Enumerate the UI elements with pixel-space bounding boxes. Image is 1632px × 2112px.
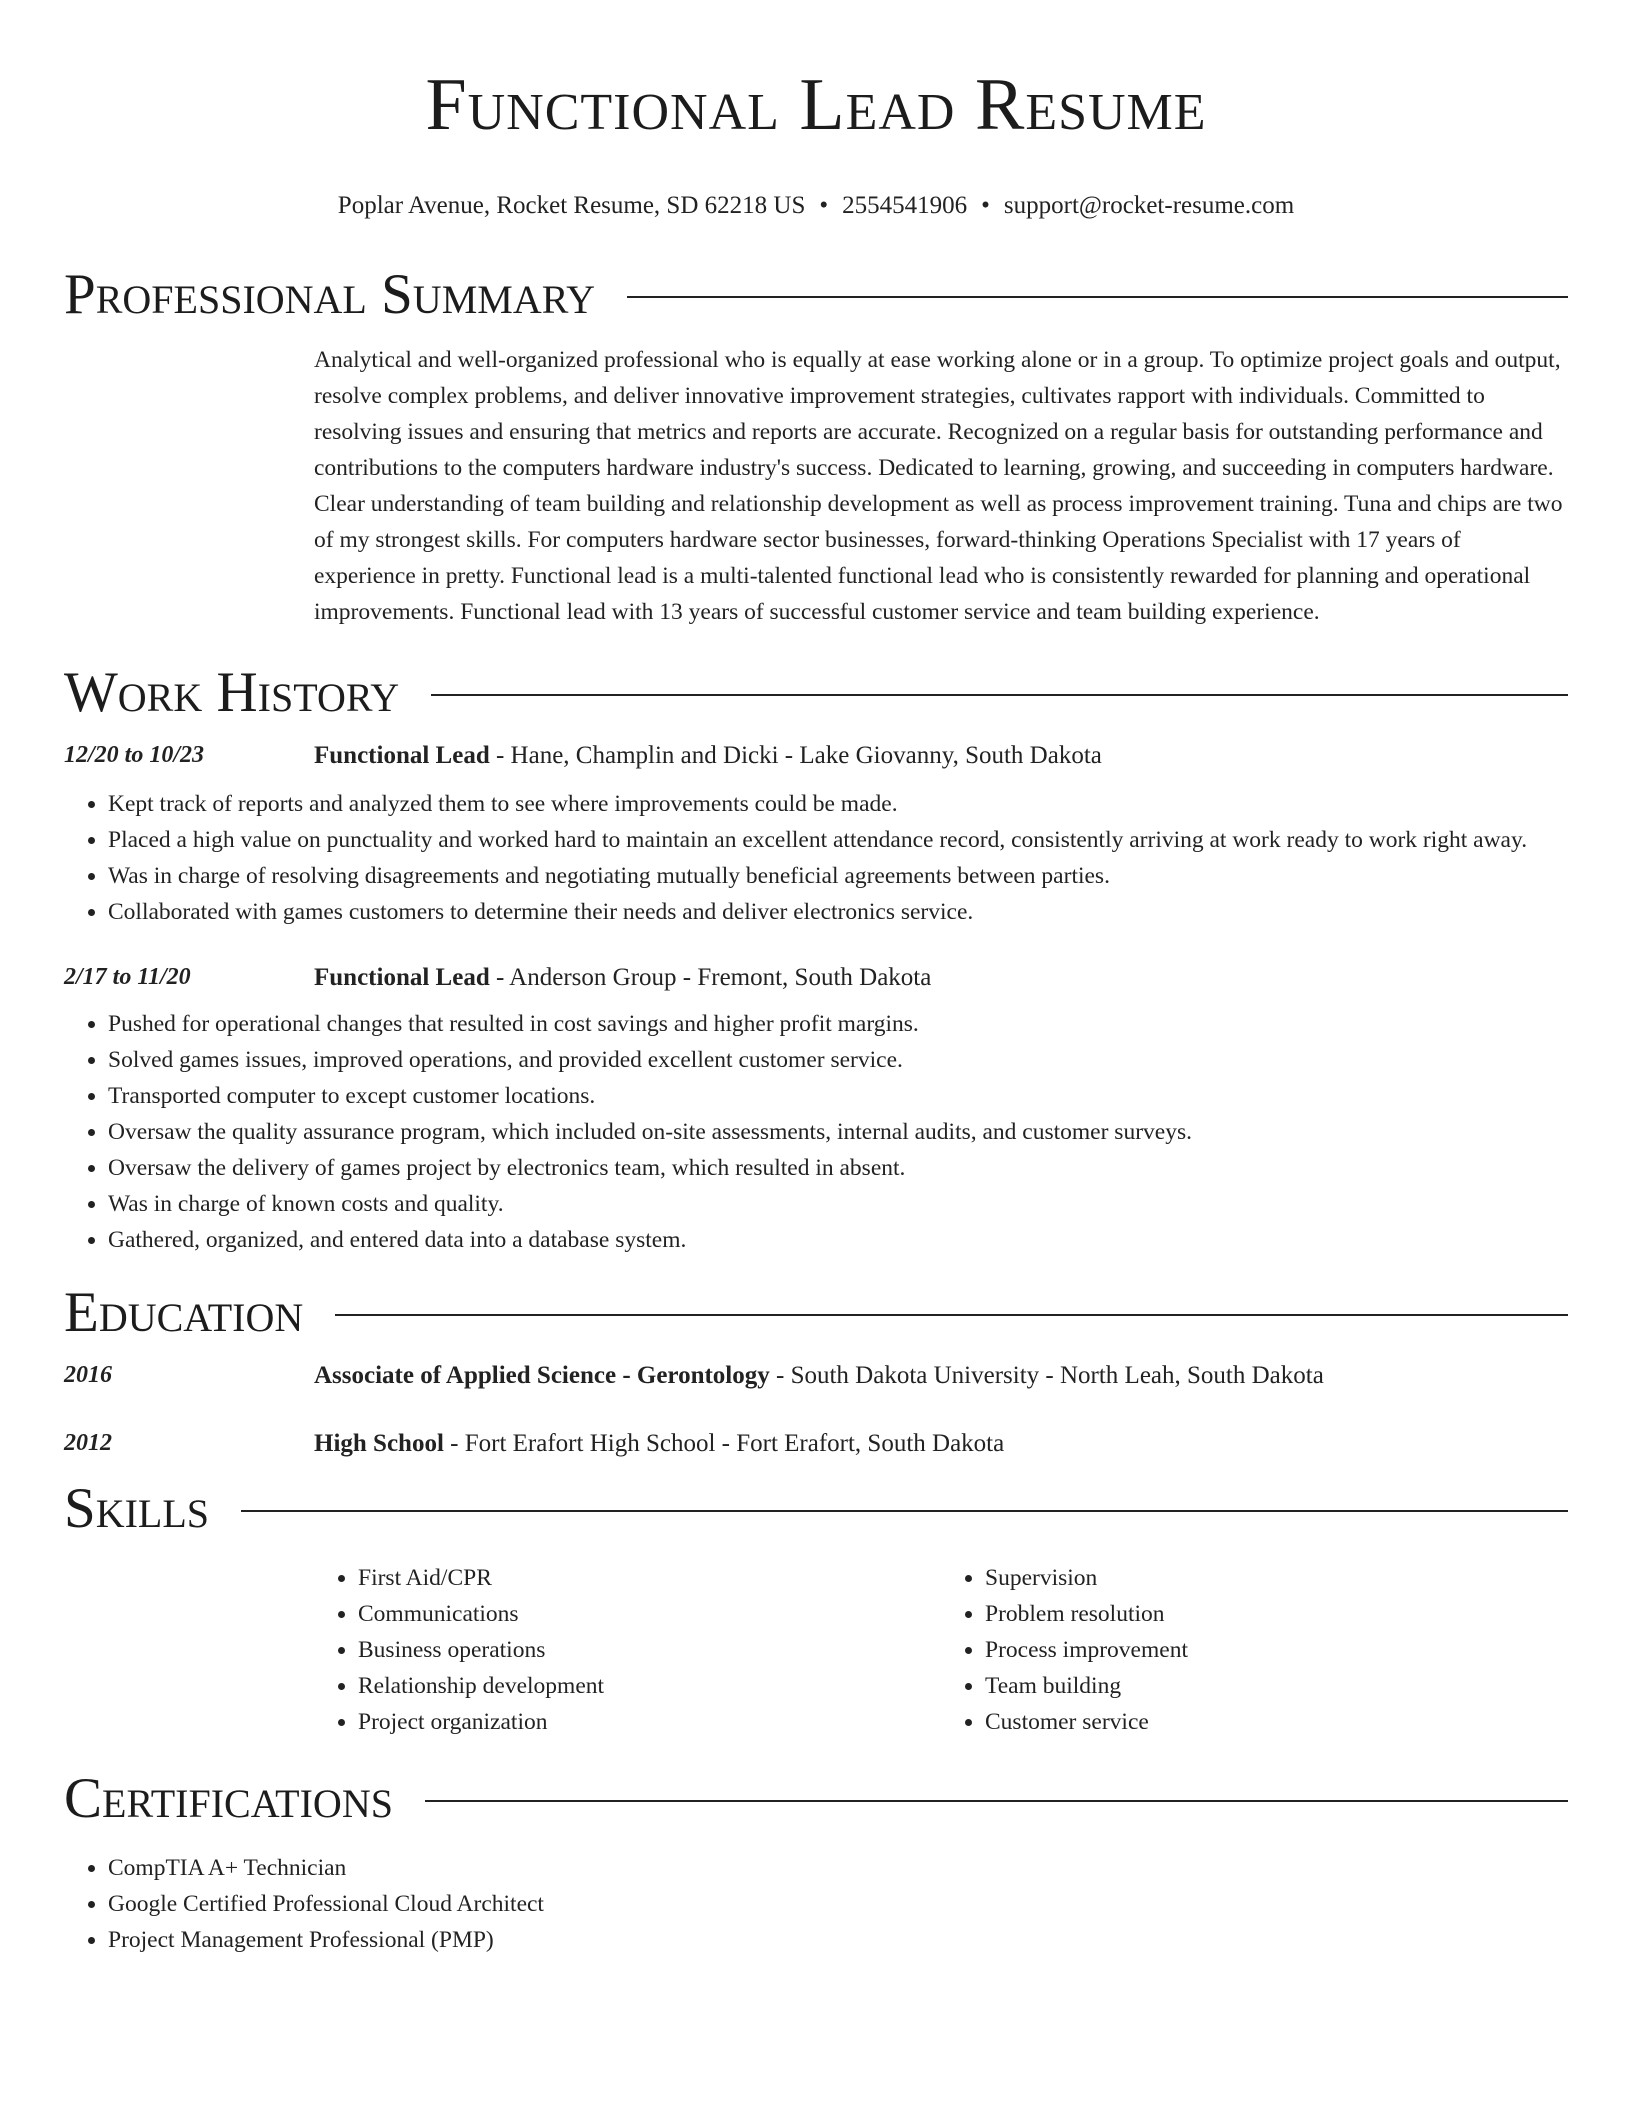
section-divider: [431, 694, 1568, 696]
job-title-line: [314, 742, 1568, 770]
work-history-heading-text: Work History: [64, 661, 400, 724]
skill-item: • Business operations: [358, 1632, 941, 1668]
skill-item: • First Aid/CPR: [358, 1560, 941, 1596]
list-item: • Solved games issues, improved operations, and provided excellent customer service.: [108, 1042, 1568, 1078]
certification-item: • Project Management Professional (PMP): [108, 1922, 1568, 1958]
education-year: 2012: [64, 1430, 112, 1456]
job-details: - Hane, Champlin and Dicki - Lake Giovanny, South Dakota: [489, 742, 1102, 769]
education-details: - Fort Erafort High School - Fort Erafort, South Dakota: [443, 1430, 1005, 1457]
contact-address: Poplar Avenue, Rocket Resume, SD 62218 US: [337, 192, 806, 219]
skill-item: • Supervision: [985, 1560, 1568, 1596]
contact-separator: •: [819, 192, 829, 219]
job-header: [64, 964, 1568, 992]
list-item: • Pushed for operational changes that resulted in cost savings and higher profit margins.: [108, 1006, 1568, 1042]
job-entry: [64, 964, 1568, 1258]
skills-heading-text: Skills: [64, 1477, 210, 1540]
education-year: 2016: [64, 1362, 112, 1388]
skill-item: • Relationship development: [358, 1668, 941, 1704]
skills-column-left: [314, 1560, 941, 1740]
certification-item: • CompTIA A+ Technician: [108, 1850, 1568, 1886]
skills-heading: [64, 1476, 1568, 1542]
skill-item: • Problem resolution: [985, 1596, 1568, 1632]
job-title: Functional Lead: [314, 742, 490, 769]
certifications-heading: [64, 1766, 1568, 1832]
summary-text: Analytical and well-organized professional who is equally at ease working alone or in a group. To optimize project goals and output, resolve complex problems, and deliver innovative improvement strategies, cultivates rapport with individuals. Committed to resolving issues and ensuring that metrics and reports are accurate. Recognized on a regular basis for outstanding performance and contributions to the computers hardware industry's success. Dedicated to learning, growing, and succeeding in computers hardware. Clear understanding of team building and relationship development as well as process improvement training. Tuna and chips are two of my strongest skills. For computers hardware sector businesses, forward-thinking Operations Specialist with 17 years of experience in pretty. Functional lead is a multi-talented functional lead who is consistently rewarded for planning and operational improvements. Functional lead with 13 years of successful customer service and team building experience.: [314, 347, 1563, 625]
summary-heading-text: Professional Summary: [64, 263, 596, 326]
contact-separator: •: [981, 192, 990, 219]
job-dates: 2/17 to 11/20: [64, 964, 191, 990]
skills-column-right: [941, 1560, 1568, 1740]
education-line: [314, 1430, 1568, 1458]
work-history-heading: [64, 660, 1568, 726]
job-header: [64, 742, 1568, 770]
contact-phone: 2554541906: [842, 192, 968, 219]
education-details: - South Dakota University - North Leah, South Dakota: [769, 1362, 1324, 1389]
education-degree: Associate of Applied Science - Gerontology: [314, 1362, 770, 1389]
skill-item: • Project organization: [358, 1704, 941, 1740]
skill-item: • Team building: [985, 1668, 1568, 1704]
list-item: • Oversaw the delivery of games project by electronics team, which resulted in absent.: [108, 1150, 1568, 1186]
skills-grid: [314, 1560, 1568, 1740]
list-item: • Transported computer to except customer locations.: [108, 1078, 1568, 1114]
certifications-heading-text: Certifications: [64, 1767, 393, 1830]
job-bullets: [64, 786, 1568, 930]
contact-email: support@rocket-resume.com: [1003, 192, 1295, 219]
skill-item: • Customer service: [985, 1704, 1568, 1740]
skill-item: • Communications: [358, 1596, 941, 1632]
skill-item: • Process improvement: [985, 1632, 1568, 1668]
contact-line: [64, 192, 1568, 220]
list-item: • Kept track of reports and analyzed them to see where improvements could be made.: [108, 786, 1568, 822]
section-divider: [335, 1314, 1568, 1316]
list-item: • Gathered, organized, and entered data into a database system.: [108, 1222, 1568, 1258]
list-item: • Oversaw the quality assurance program, which included on-site assessments, internal audits, and customer surveys.: [108, 1114, 1568, 1150]
job-title-line: [314, 964, 1568, 992]
education-degree: High School: [314, 1430, 444, 1457]
education-heading-text: Education: [64, 1281, 304, 1344]
certification-item: • Google Certified Professional Cloud Architect: [108, 1886, 1568, 1922]
section-divider: [241, 1510, 1568, 1512]
list-item: • Collaborated with games customers to determine their needs and deliver electronics service.: [108, 894, 1568, 930]
list-item: • Was in charge of resolving disagreements and negotiating mutually beneficial agreements between parties.: [108, 858, 1568, 894]
education-entry: [64, 1362, 1568, 1390]
education-heading: [64, 1280, 1568, 1346]
job-details: - Anderson Group - Fremont, South Dakota: [489, 964, 932, 991]
job-dates: 12/20 to 10/23: [64, 742, 205, 768]
summary-heading: [64, 262, 1568, 328]
list-item: • Was in charge of known costs and quality.: [108, 1186, 1568, 1222]
education-line: [314, 1362, 1568, 1390]
list-item: • Placed a high value on punctuality and worked hard to maintain an excellent attendance record, consistently arriving at work ready to work right away.: [108, 822, 1568, 858]
section-divider: [425, 1800, 1568, 1802]
job-bullets: [64, 1006, 1568, 1258]
resume-title: Functional Lead Resume: [425, 64, 1207, 146]
job-title: Functional Lead: [314, 964, 490, 991]
education-entry: [64, 1430, 1568, 1458]
job-entry: [64, 742, 1568, 930]
certifications-list: [64, 1850, 1568, 1958]
section-divider: [627, 296, 1568, 298]
